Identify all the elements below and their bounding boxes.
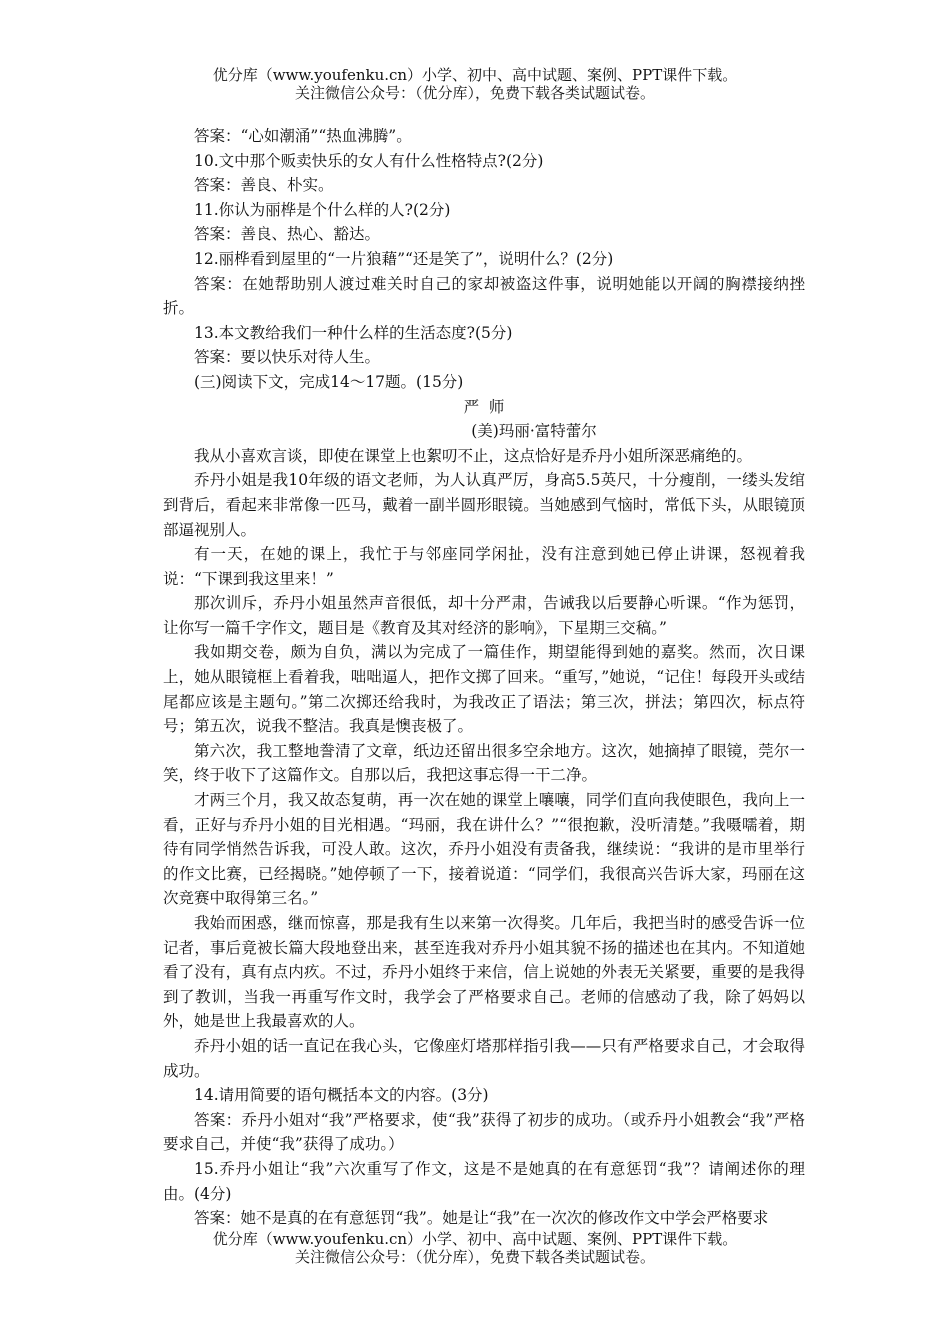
question-11: 11.你认为丽桦是个什么样的人?(2分) bbox=[194, 200, 451, 219]
article-paragraph: 我从小喜欢言谈，即使在课堂上也絮叨不止，这点恰好是乔丹小姐所深恶痛绝的。 bbox=[194, 446, 753, 465]
header-line-1: 优分库（www.youfenku.cn）小学、初中、高中试题、案例、PPT课件下载。 bbox=[212, 66, 738, 84]
section-instruction: (三)阅读下文，完成14～17题。(15分) bbox=[194, 372, 464, 391]
answer-13: 答案：要以快乐对待人生。 bbox=[194, 348, 381, 367]
question-15: 15.乔丹小姐让“我”六次重写了作文，这是不是她真的在有意惩罚“我”？请阐述你的理由。(4分) bbox=[163, 1159, 805, 1203]
article-paragraph: 才两三个月，我又故态复萌，再一次在她的课堂上嚷嚷，同学们直向我使眼色，我向上一看，正好与乔丹小姐的目光相遇。“玛丽，我在讲什么？”“很抱歉，没听清楚。”我嗫嚅着，期待有同学悄然告诉我，可没人敢。这次，乔丹小姐没有责备我，继续说：“我讲的是市里举行的作文比赛，已经揭晓。”她停顿了一下，接着说道：“同学们，我很高兴告诉大家，玛丽在这次竞赛中取得第三名。” bbox=[163, 791, 805, 908]
answer-12: 答案：在她帮助别人渡过难关时自己的家却被盗这件事，说明她能以开阔的胸襟接纳挫折。 bbox=[163, 274, 805, 318]
article-paragraph: 乔丹小姐的话一直记在我心头，它像座灯塔那样指引我——只有严格要求自己，才会取得成功。 bbox=[163, 1036, 805, 1080]
article-title: 严 师 bbox=[463, 397, 505, 416]
article-paragraph: 第六次，我工整地誊清了文章，纸边还留出很多空余地方。这次，她摘掉了眼镜，莞尔一笑，终于收下了这篇作文。自那以后，我把这事忘得一干二净。 bbox=[163, 741, 805, 785]
answer-15: 答案：她不是真的在有意惩罚“我”。她是让“我”在一次次的修改作文中学会严格要求 bbox=[194, 1209, 769, 1228]
article-paragraph: 乔丹小姐是我10年级的语文老师，为人认真严厉，身高5.5英尺，十分瘦削，一缕头发绾到背后，看起来非常像一匹马，戴着一副半圆形眼镜。当她感到气恼时，常低下头，从眼镜顶部逼视别人。 bbox=[163, 471, 805, 539]
document-body bbox=[163, 124, 805, 1231]
answer-line: 答案：“心如潮涌”“热血沸腾”。 bbox=[194, 127, 412, 145]
question-13: 13.本文教给我们一种什么样的生活态度?(5分) bbox=[194, 323, 513, 342]
question-14: 14.请用简要的语句概括本文的内容。(3分) bbox=[194, 1086, 489, 1105]
article-paragraph: 那次训斥，乔丹小姐虽然声音很低，却十分严肃，告诫我以后要静心听课。“作为惩罚，让你写一篇千字作文，题目是《教育及其对经济的影响》，下星期三交稿。” bbox=[163, 594, 805, 637]
answer-10: 答案：善良、朴实。 bbox=[194, 176, 334, 195]
article-paragraph: 我如期交卷，颇为自负，满以为完成了一篇佳作，期望能得到她的嘉奖。然而，次日课上，她从眼镜框上看着我，咄咄逼人，把作文掷了回来。“重写，”她说，“记住！每段开头或结尾都应该是主题句。”第二次掷还给我时，为我改正了语法；第三次，拼法；第四次，标点符号；第五次，说我不整洁。我真是懊丧极了。 bbox=[163, 643, 805, 736]
question-10: 10.文中那个贩卖快乐的女人有什么性格特点?(2分) bbox=[194, 151, 544, 170]
footer-line-1: 优分库（www.youfenku.cn）小学、初中、高中试题、案例、PPT课件下载。 bbox=[212, 1230, 738, 1248]
page-header bbox=[0, 66, 950, 102]
question-12: 12.丽桦看到屋里的“一片狼藉”“还是笑了”，说明什么？(2分) bbox=[194, 249, 614, 268]
answer-14: 答案：乔丹小姐对“我”严格要求，使“我”获得了初步的成功。（或乔丹小姐教会“我”严格要求自己，并使“我”获得了成功。） bbox=[163, 1110, 805, 1154]
answer-11: 答案：善良、热心、豁达。 bbox=[194, 225, 381, 244]
footer-line-2: 关注微信公众号：（优分库），免费下载各类试题试卷。 bbox=[294, 1248, 655, 1266]
header-line-2: 关注微信公众号：（优分库），免费下载各类试题试卷。 bbox=[294, 84, 655, 102]
article-paragraph: 我始而困惑，继而惊喜，那是我有生以来第一次得奖。几年后，我把当时的感受告诉一位记者，事后竟被长篇大段地登出来，甚至连我对乔丹小姐其貌不扬的描述也在其内。不知道她看了没有，真有点内疚。不过，乔丹小姐终于来信，信上说她的外表无关紧要，重要的是我得到了教训，当我一再重写作文时，我学会了严格要求自己。老师的信感动了我，除了妈妈以外，她是世上我最喜欢的人。 bbox=[163, 914, 805, 1031]
page-footer bbox=[0, 1230, 950, 1266]
article-paragraph: 有一天，在她的课上，我忙于与邻座同学闲扯，没有注意到她已停止讲课，怒视着我说：“下课到我这里来！” bbox=[163, 545, 805, 588]
article-author: (美)玛丽·富特蕾尔 bbox=[471, 422, 597, 441]
